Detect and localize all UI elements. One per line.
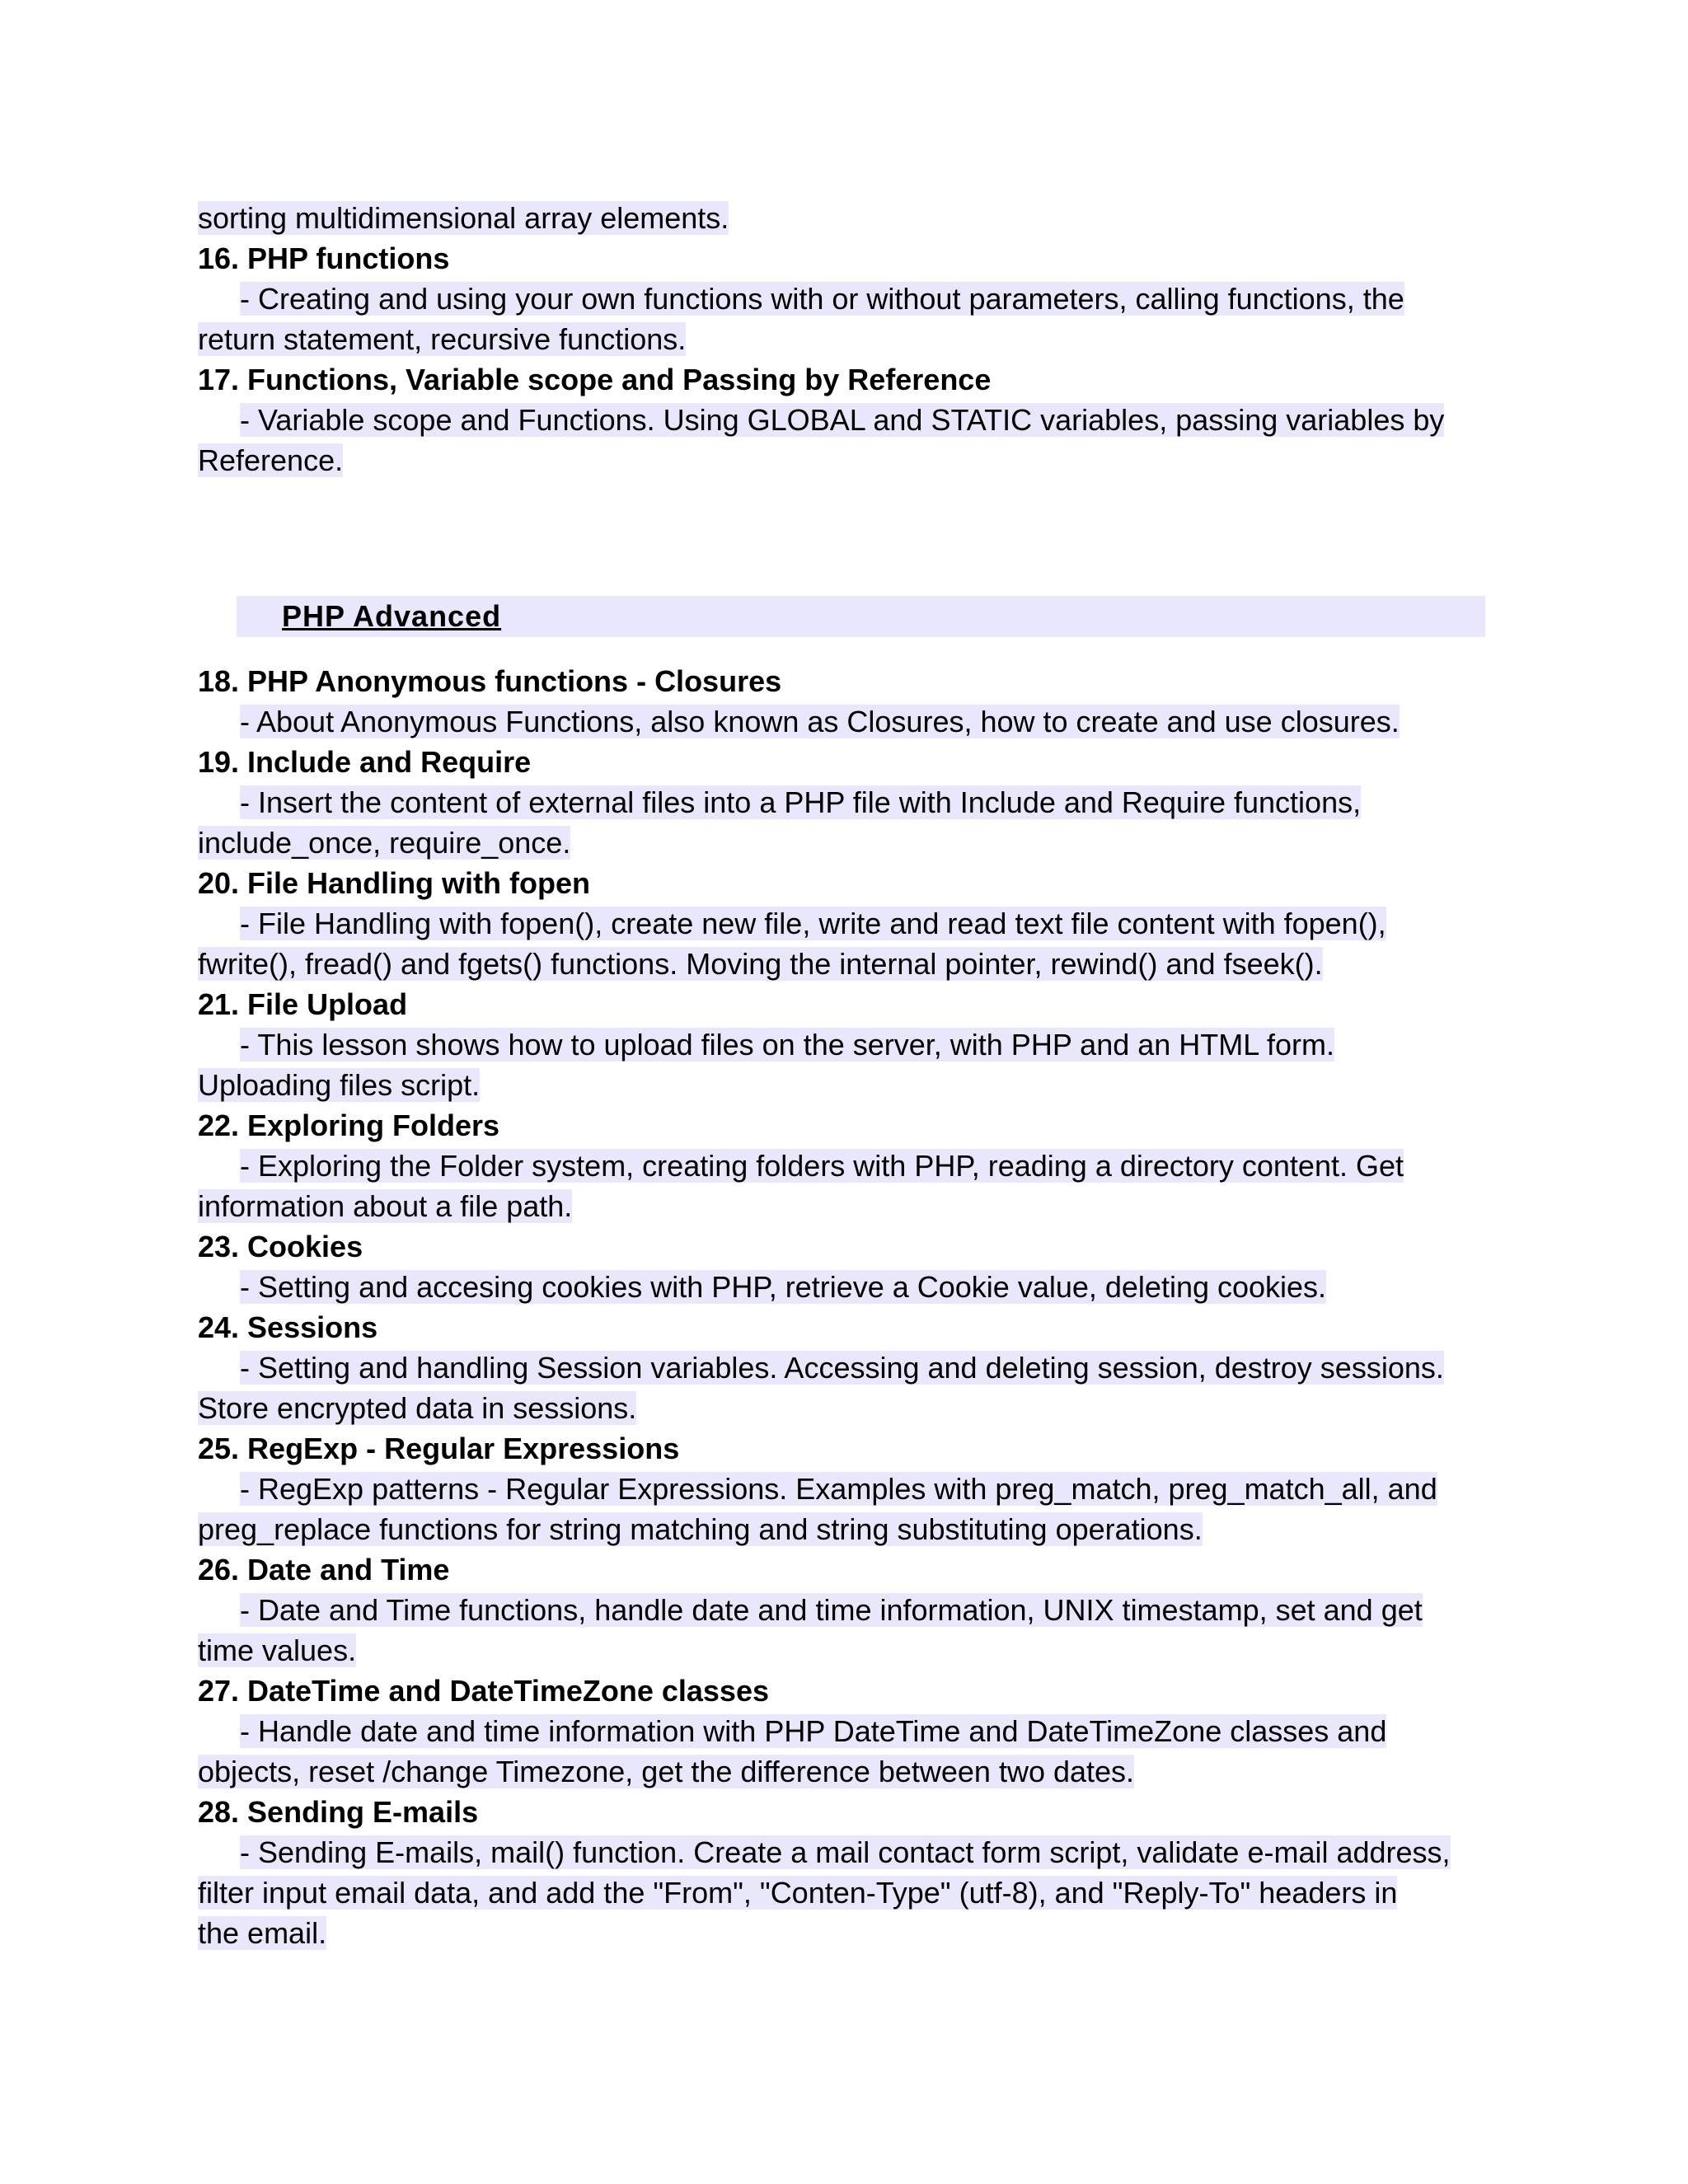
item-heading-18: 18. PHP Anonymous functions - Closures — [198, 664, 782, 698]
item-heading-28: 28. Sending E-mails — [198, 1795, 479, 1829]
item-desc-line: - Creating and using your own functions with or without parameters, calling functions, the — [240, 282, 1404, 316]
item-desc-line: - Date and Time functions, handle date and time information, UNIX timestamp, set and get — [240, 1593, 1423, 1627]
item-desc-line: - Setting and accesing cookies with PHP, retrieve a Cookie value, deleting cookies. — [240, 1270, 1327, 1304]
item-desc-line: - File Handling with fopen(), create new file, write and read text file content with fopen(), — [240, 907, 1386, 940]
text-line: sorting multidimensional array elements. — [198, 201, 729, 235]
item-desc-line: - This lesson shows how to upload files on the server, with PHP and an HTML form. — [240, 1028, 1334, 1062]
item-heading-16: 16. PHP functions — [198, 241, 450, 275]
item-heading-22: 22. Exploring Folders — [198, 1108, 500, 1142]
item-desc-line: - Setting and handling Session variables. Accessing and deleting session, destroy sessions. — [240, 1351, 1444, 1385]
item-heading-17: 17. Functions, Variable scope and Passing by Reference — [198, 363, 992, 396]
item-desc-line: time values. — [198, 1633, 357, 1667]
item-desc-line: - About Anonymous Functions, also known as Closures, how to create and use closures. — [240, 705, 1400, 738]
item-desc-line: filter input email data, and add the "From", "Conten-Type" (utf-8), and "Reply-To" headers in — [198, 1876, 1398, 1910]
item-desc-line: Store encrypted data in sessions. — [198, 1391, 637, 1425]
item-desc-line: - Handle date and time information with PHP DateTime and DateTimeZone classes and — [240, 1714, 1387, 1748]
item-desc-line: objects, reset /change Timezone, get the difference between two dates. — [198, 1755, 1135, 1788]
item-heading-24: 24. Sessions — [198, 1310, 378, 1344]
item-desc-line: - Insert the content of external files into a PHP file with Include and Require functions, — [240, 785, 1362, 819]
item-desc-line: Reference. — [198, 443, 344, 477]
item-desc-line: - RegExp patterns - Regular Expressions. Examples with preg_match, preg_match_all, and — [240, 1472, 1437, 1506]
item-heading-23: 23. Cookies — [198, 1230, 363, 1263]
item-desc-line: - Exploring the Folder system, creating folders with PHP, reading a directory content. Get — [240, 1149, 1404, 1183]
item-desc-line: include_once, require_once. — [198, 826, 571, 860]
item-desc-line: the email. — [198, 1916, 327, 1950]
document-page — [198, 198, 1484, 1953]
item-heading-19: 19. Include and Require — [198, 745, 532, 779]
item-desc-line: - Sending E-mails, mail() function. Create a mail contact form script, validate e-mail address, — [240, 1835, 1451, 1869]
section-heading: PHP Advanced — [237, 596, 1485, 637]
item-heading-21: 21. File Upload — [198, 987, 408, 1021]
item-desc-line: information about a file path. — [198, 1189, 573, 1223]
item-heading-25: 25. RegExp - Regular Expressions — [198, 1432, 680, 1465]
item-heading-20: 20. File Handling with fopen — [198, 866, 591, 900]
item-desc-line: preg_replace functions for string matching and string substituting operations. — [198, 1512, 1203, 1546]
item-heading-27: 27. DateTime and DateTimeZone classes — [198, 1674, 769, 1708]
item-desc-line: fwrite(), fread() and fgets() functions. Moving the internal pointer, rewind() and fseek(). — [198, 947, 1323, 981]
item-heading-26: 26. Date and Time — [198, 1553, 450, 1586]
item-desc-line: return statement, recursive functions. — [198, 322, 687, 356]
item-desc-line: Uploading files script. — [198, 1068, 481, 1102]
item-desc-line: - Variable scope and Functions. Using GLOBAL and STATIC variables, passing variables by — [240, 403, 1445, 437]
